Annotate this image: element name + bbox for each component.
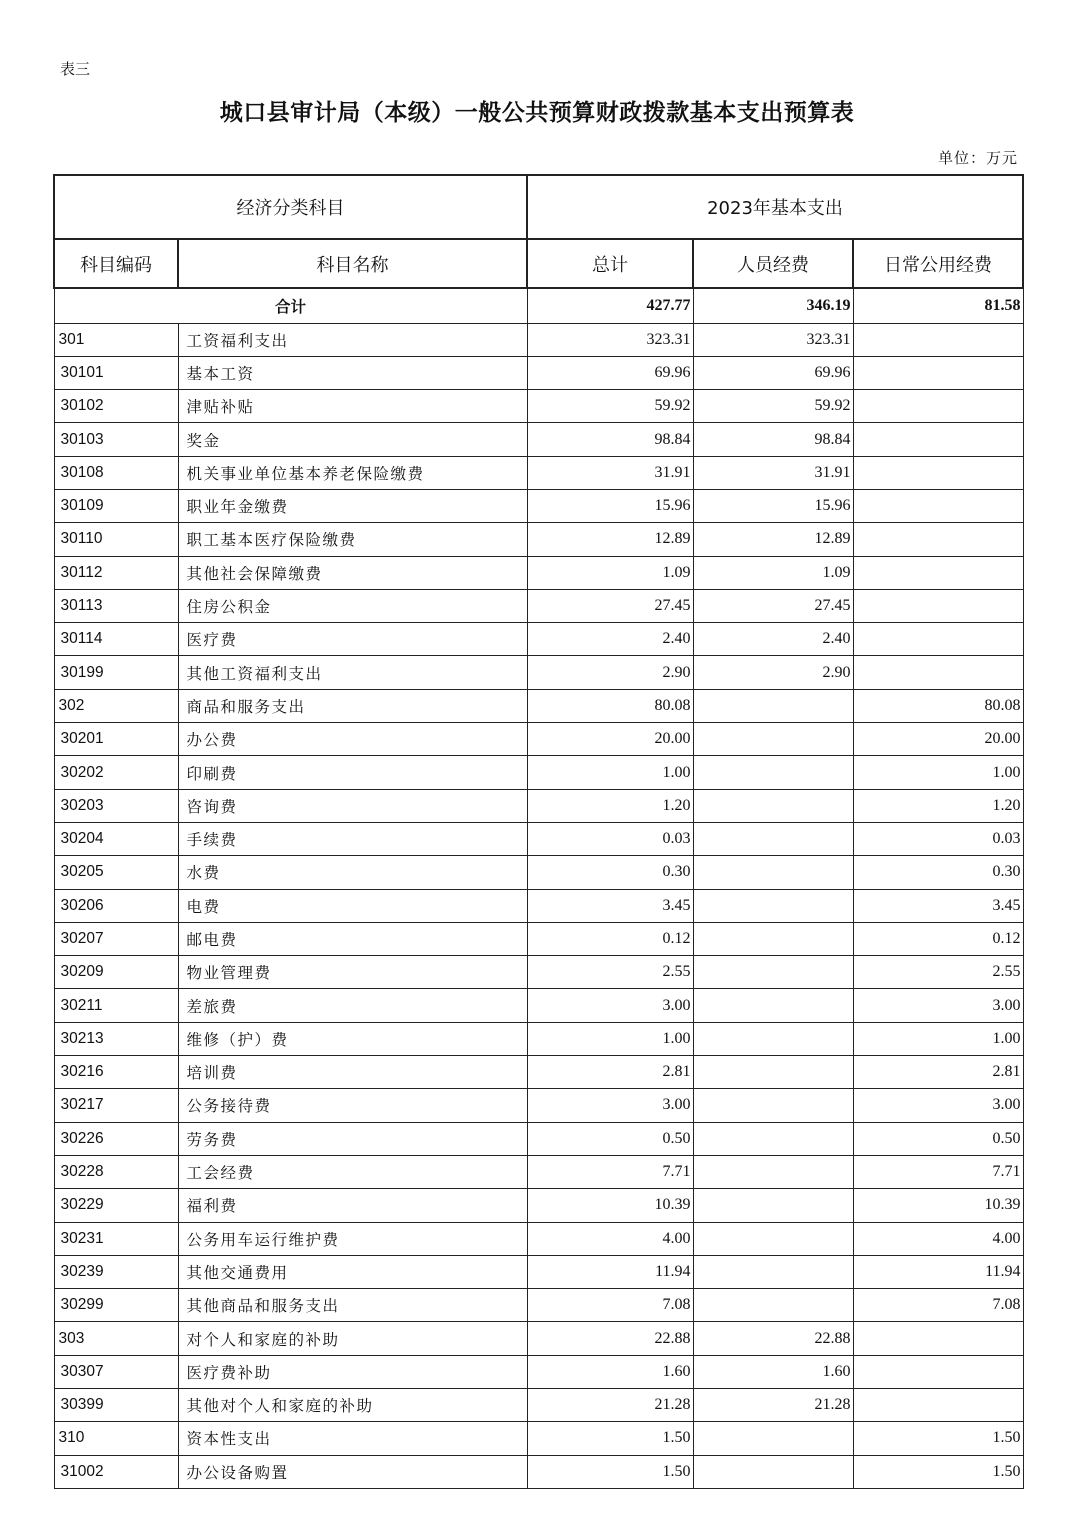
row-public: [853, 523, 1023, 556]
row-name: 水费: [178, 856, 527, 889]
row-personnel: [693, 1056, 853, 1089]
row-personnel: 2.90: [693, 656, 853, 689]
table-row: [54, 922, 1023, 955]
row-name: 印刷费: [178, 756, 527, 789]
row-code: 31002: [54, 1455, 178, 1488]
budget-table: [53, 174, 1024, 1489]
row-name: 手续费: [178, 822, 527, 855]
header-row-columns: [54, 239, 1023, 288]
row-total: 1.50: [527, 1455, 693, 1488]
row-name: 办公费: [178, 723, 527, 756]
table-row: [54, 1122, 1023, 1155]
row-total: 80.08: [527, 689, 693, 722]
table-row: [54, 423, 1023, 456]
totals-total: 427.77: [527, 288, 693, 323]
table-row: [54, 822, 1023, 855]
row-total: 7.08: [527, 1289, 693, 1322]
table-row: [54, 390, 1023, 423]
row-name: 工资福利支出: [178, 323, 527, 356]
row-personnel: 98.84: [693, 423, 853, 456]
row-name: 咨询费: [178, 789, 527, 822]
table-row: [54, 1422, 1023, 1455]
row-public: 7.71: [853, 1155, 1023, 1188]
row-code: 30228: [54, 1155, 178, 1188]
row-total: 0.03: [527, 822, 693, 855]
row-name: 其他社会保障缴费: [178, 556, 527, 589]
row-code: 30216: [54, 1056, 178, 1089]
row-public: [853, 623, 1023, 656]
row-name: 基本工资: [178, 356, 527, 389]
row-personnel: [693, 1422, 853, 1455]
table-row: [54, 689, 1023, 722]
row-public: 1.00: [853, 1022, 1023, 1055]
row-code: 30211: [54, 989, 178, 1022]
row-personnel: [693, 989, 853, 1022]
row-code: 310: [54, 1422, 178, 1455]
row-name: 工会经费: [178, 1155, 527, 1188]
row-personnel: [693, 889, 853, 922]
row-public: [853, 456, 1023, 489]
row-code: 30114: [54, 623, 178, 656]
row-personnel: 69.96: [693, 356, 853, 389]
row-total: 10.39: [527, 1189, 693, 1222]
row-public: [853, 656, 1023, 689]
table-row: [54, 1389, 1023, 1422]
row-total: 2.40: [527, 623, 693, 656]
row-total: 12.89: [527, 523, 693, 556]
row-public: [853, 423, 1023, 456]
row-personnel: 15.96: [693, 489, 853, 522]
row-name: 福利费: [178, 1189, 527, 1222]
row-code: 30113: [54, 589, 178, 622]
row-code: 30108: [54, 456, 178, 489]
row-total: 59.92: [527, 390, 693, 423]
totals-label: 合计: [54, 288, 527, 323]
row-public: 1.20: [853, 789, 1023, 822]
table-row: [54, 556, 1023, 589]
row-name: 职业年金缴费: [178, 489, 527, 522]
row-total: 15.96: [527, 489, 693, 522]
row-total: 1.60: [527, 1355, 693, 1388]
table-row: [54, 489, 1023, 522]
row-code: 30112: [54, 556, 178, 589]
table-row: [54, 989, 1023, 1022]
row-public: 80.08: [853, 689, 1023, 722]
table-row: [54, 1056, 1023, 1089]
row-total: 3.00: [527, 989, 693, 1022]
page-title: 城口县审计局（本级）一般公共预算财政拨款基本支出预算表: [219, 99, 855, 126]
row-personnel: [693, 1255, 853, 1288]
row-code: 30102: [54, 390, 178, 423]
row-code: 30205: [54, 856, 178, 889]
row-public: 0.50: [853, 1122, 1023, 1155]
row-public: [853, 489, 1023, 522]
row-code: 30206: [54, 889, 178, 922]
row-code: 30199: [54, 656, 178, 689]
row-public: 4.00: [853, 1222, 1023, 1255]
row-public: 20.00: [853, 723, 1023, 756]
row-code: 30204: [54, 822, 178, 855]
row-name: 其他对个人和家庭的补助: [178, 1389, 527, 1422]
row-total: 98.84: [527, 423, 693, 456]
table-row: [54, 1089, 1023, 1122]
row-public: 0.03: [853, 822, 1023, 855]
row-name: 维修（护）费: [178, 1022, 527, 1055]
row-public: 0.30: [853, 856, 1023, 889]
row-code: 30231: [54, 1222, 178, 1255]
header-name: 科目名称: [178, 239, 527, 288]
row-total: 31.91: [527, 456, 693, 489]
table-row: [54, 956, 1023, 989]
row-public: 2.55: [853, 956, 1023, 989]
row-name: 电费: [178, 889, 527, 922]
row-personnel: [693, 856, 853, 889]
row-code: 301: [54, 323, 178, 356]
row-personnel: 12.89: [693, 523, 853, 556]
row-public: [853, 1355, 1023, 1388]
row-code: 30229: [54, 1189, 178, 1222]
row-public: [853, 1389, 1023, 1422]
table-row: [54, 723, 1023, 756]
totals-row: [54, 288, 1023, 323]
row-name: 其他工资福利支出: [178, 656, 527, 689]
table-row: [54, 1255, 1023, 1288]
table-body: [54, 175, 1023, 1488]
unit-label: 单位：万元: [937, 149, 1018, 167]
row-name: 机关事业单位基本养老保险缴费: [178, 456, 527, 489]
row-total: 27.45: [527, 589, 693, 622]
table-row: [54, 456, 1023, 489]
row-personnel: [693, 723, 853, 756]
row-total: 21.28: [527, 1389, 693, 1422]
row-name: 奖金: [178, 423, 527, 456]
row-personnel: [693, 956, 853, 989]
row-personnel: 2.40: [693, 623, 853, 656]
row-name: 其他商品和服务支出: [178, 1289, 527, 1322]
row-name: 物业管理费: [178, 956, 527, 989]
row-total: 1.50: [527, 1422, 693, 1455]
row-name: 医疗费补助: [178, 1355, 527, 1388]
header-public: 日常公用经费: [853, 239, 1023, 288]
row-personnel: [693, 922, 853, 955]
row-personnel: [693, 822, 853, 855]
header-personnel: 人员经费: [693, 239, 853, 288]
row-name: 培训费: [178, 1056, 527, 1089]
row-code: 30110: [54, 523, 178, 556]
row-personnel: 21.28: [693, 1389, 853, 1422]
row-public: [853, 356, 1023, 389]
table-label: 表三: [60, 60, 91, 78]
row-name: 对个人和家庭的补助: [178, 1322, 527, 1355]
row-public: [853, 323, 1023, 356]
row-total: 3.00: [527, 1089, 693, 1122]
row-public: 1.50: [853, 1455, 1023, 1488]
row-code: 30103: [54, 423, 178, 456]
row-name: 其他交通费用: [178, 1255, 527, 1288]
row-code: 30203: [54, 789, 178, 822]
row-total: 2.90: [527, 656, 693, 689]
row-public: 11.94: [853, 1255, 1023, 1288]
row-public: 10.39: [853, 1189, 1023, 1222]
table-row: [54, 1222, 1023, 1255]
row-code: 30202: [54, 756, 178, 789]
row-public: [853, 1322, 1023, 1355]
table-row: [54, 1322, 1023, 1355]
table-row: [54, 789, 1023, 822]
row-public: [853, 390, 1023, 423]
row-total: 0.12: [527, 922, 693, 955]
table-row: [54, 356, 1023, 389]
row-name: 邮电费: [178, 922, 527, 955]
row-name: 资本性支出: [178, 1422, 527, 1455]
row-name: 住房公积金: [178, 589, 527, 622]
row-total: 2.81: [527, 1056, 693, 1089]
header-total: 总计: [527, 239, 693, 288]
table-row: [54, 656, 1023, 689]
row-code: 30213: [54, 1022, 178, 1055]
row-public: 7.08: [853, 1289, 1023, 1322]
row-total: 1.00: [527, 1022, 693, 1055]
row-name: 差旅费: [178, 989, 527, 1022]
row-name: 职工基本医疗保险缴费: [178, 523, 527, 556]
row-name: 公务用车运行维护费: [178, 1222, 527, 1255]
row-public: 0.12: [853, 922, 1023, 955]
row-name: 劳务费: [178, 1122, 527, 1155]
row-personnel: [693, 1455, 853, 1488]
table-row: [54, 589, 1023, 622]
row-public: [853, 589, 1023, 622]
row-personnel: [693, 1022, 853, 1055]
row-total: 69.96: [527, 356, 693, 389]
row-total: 3.45: [527, 889, 693, 922]
row-personnel: [693, 1122, 853, 1155]
table-row: [54, 856, 1023, 889]
row-code: 30207: [54, 922, 178, 955]
table-row: [54, 623, 1023, 656]
table-row: [54, 1455, 1023, 1488]
row-code: 303: [54, 1322, 178, 1355]
row-total: 1.09: [527, 556, 693, 589]
row-public: 3.00: [853, 1089, 1023, 1122]
table-row: [54, 756, 1023, 789]
row-code: 30307: [54, 1355, 178, 1388]
row-public: 3.00: [853, 989, 1023, 1022]
table-row: [54, 1155, 1023, 1188]
table-row: [54, 323, 1023, 356]
row-personnel: 1.60: [693, 1355, 853, 1388]
row-personnel: [693, 756, 853, 789]
row-personnel: [693, 789, 853, 822]
row-code: 302: [54, 689, 178, 722]
row-code: 30299: [54, 1289, 178, 1322]
totals-personnel: 346.19: [693, 288, 853, 323]
header-economic-category: 经济分类科目: [54, 175, 527, 239]
row-personnel: 27.45: [693, 589, 853, 622]
header-row-group: [54, 175, 1023, 239]
row-name: 医疗费: [178, 623, 527, 656]
row-total: 22.88: [527, 1322, 693, 1355]
table-row: [54, 523, 1023, 556]
row-public: 2.81: [853, 1056, 1023, 1089]
row-code: 30201: [54, 723, 178, 756]
row-public: 3.45: [853, 889, 1023, 922]
row-personnel: 1.09: [693, 556, 853, 589]
row-code: 30217: [54, 1089, 178, 1122]
row-total: 1.00: [527, 756, 693, 789]
row-personnel: [693, 1189, 853, 1222]
totals-public: 81.58: [853, 288, 1023, 323]
row-personnel: 323.31: [693, 323, 853, 356]
row-code: 30101: [54, 356, 178, 389]
row-code: 30226: [54, 1122, 178, 1155]
row-name: 津贴补贴: [178, 390, 527, 423]
row-personnel: [693, 1155, 853, 1188]
row-total: 11.94: [527, 1255, 693, 1288]
row-total: 7.71: [527, 1155, 693, 1188]
row-personnel: 59.92: [693, 390, 853, 423]
table-row: [54, 1022, 1023, 1055]
table-row: [54, 1189, 1023, 1222]
header-basic-expenditure-2023: 2023年基本支出: [527, 175, 1023, 239]
row-personnel: [693, 689, 853, 722]
row-public: [853, 556, 1023, 589]
row-total: 20.00: [527, 723, 693, 756]
row-personnel: [693, 1089, 853, 1122]
row-name: 商品和服务支出: [178, 689, 527, 722]
row-personnel: [693, 1289, 853, 1322]
row-public: 1.50: [853, 1422, 1023, 1455]
table-row: [54, 1289, 1023, 1322]
table-row: [54, 1355, 1023, 1388]
row-personnel: 22.88: [693, 1322, 853, 1355]
row-name: 办公设备购置: [178, 1455, 527, 1488]
row-personnel: [693, 1222, 853, 1255]
row-code: 30239: [54, 1255, 178, 1288]
table-row: [54, 889, 1023, 922]
row-code: 30399: [54, 1389, 178, 1422]
header-code: 科目编码: [54, 239, 178, 288]
row-total: 2.55: [527, 956, 693, 989]
row-public: 1.00: [853, 756, 1023, 789]
row-name: 公务接待费: [178, 1089, 527, 1122]
row-personnel: 31.91: [693, 456, 853, 489]
row-code: 30109: [54, 489, 178, 522]
row-code: 30209: [54, 956, 178, 989]
row-total: 0.30: [527, 856, 693, 889]
row-total: 0.50: [527, 1122, 693, 1155]
row-total: 323.31: [527, 323, 693, 356]
row-total: 4.00: [527, 1222, 693, 1255]
row-total: 1.20: [527, 789, 693, 822]
